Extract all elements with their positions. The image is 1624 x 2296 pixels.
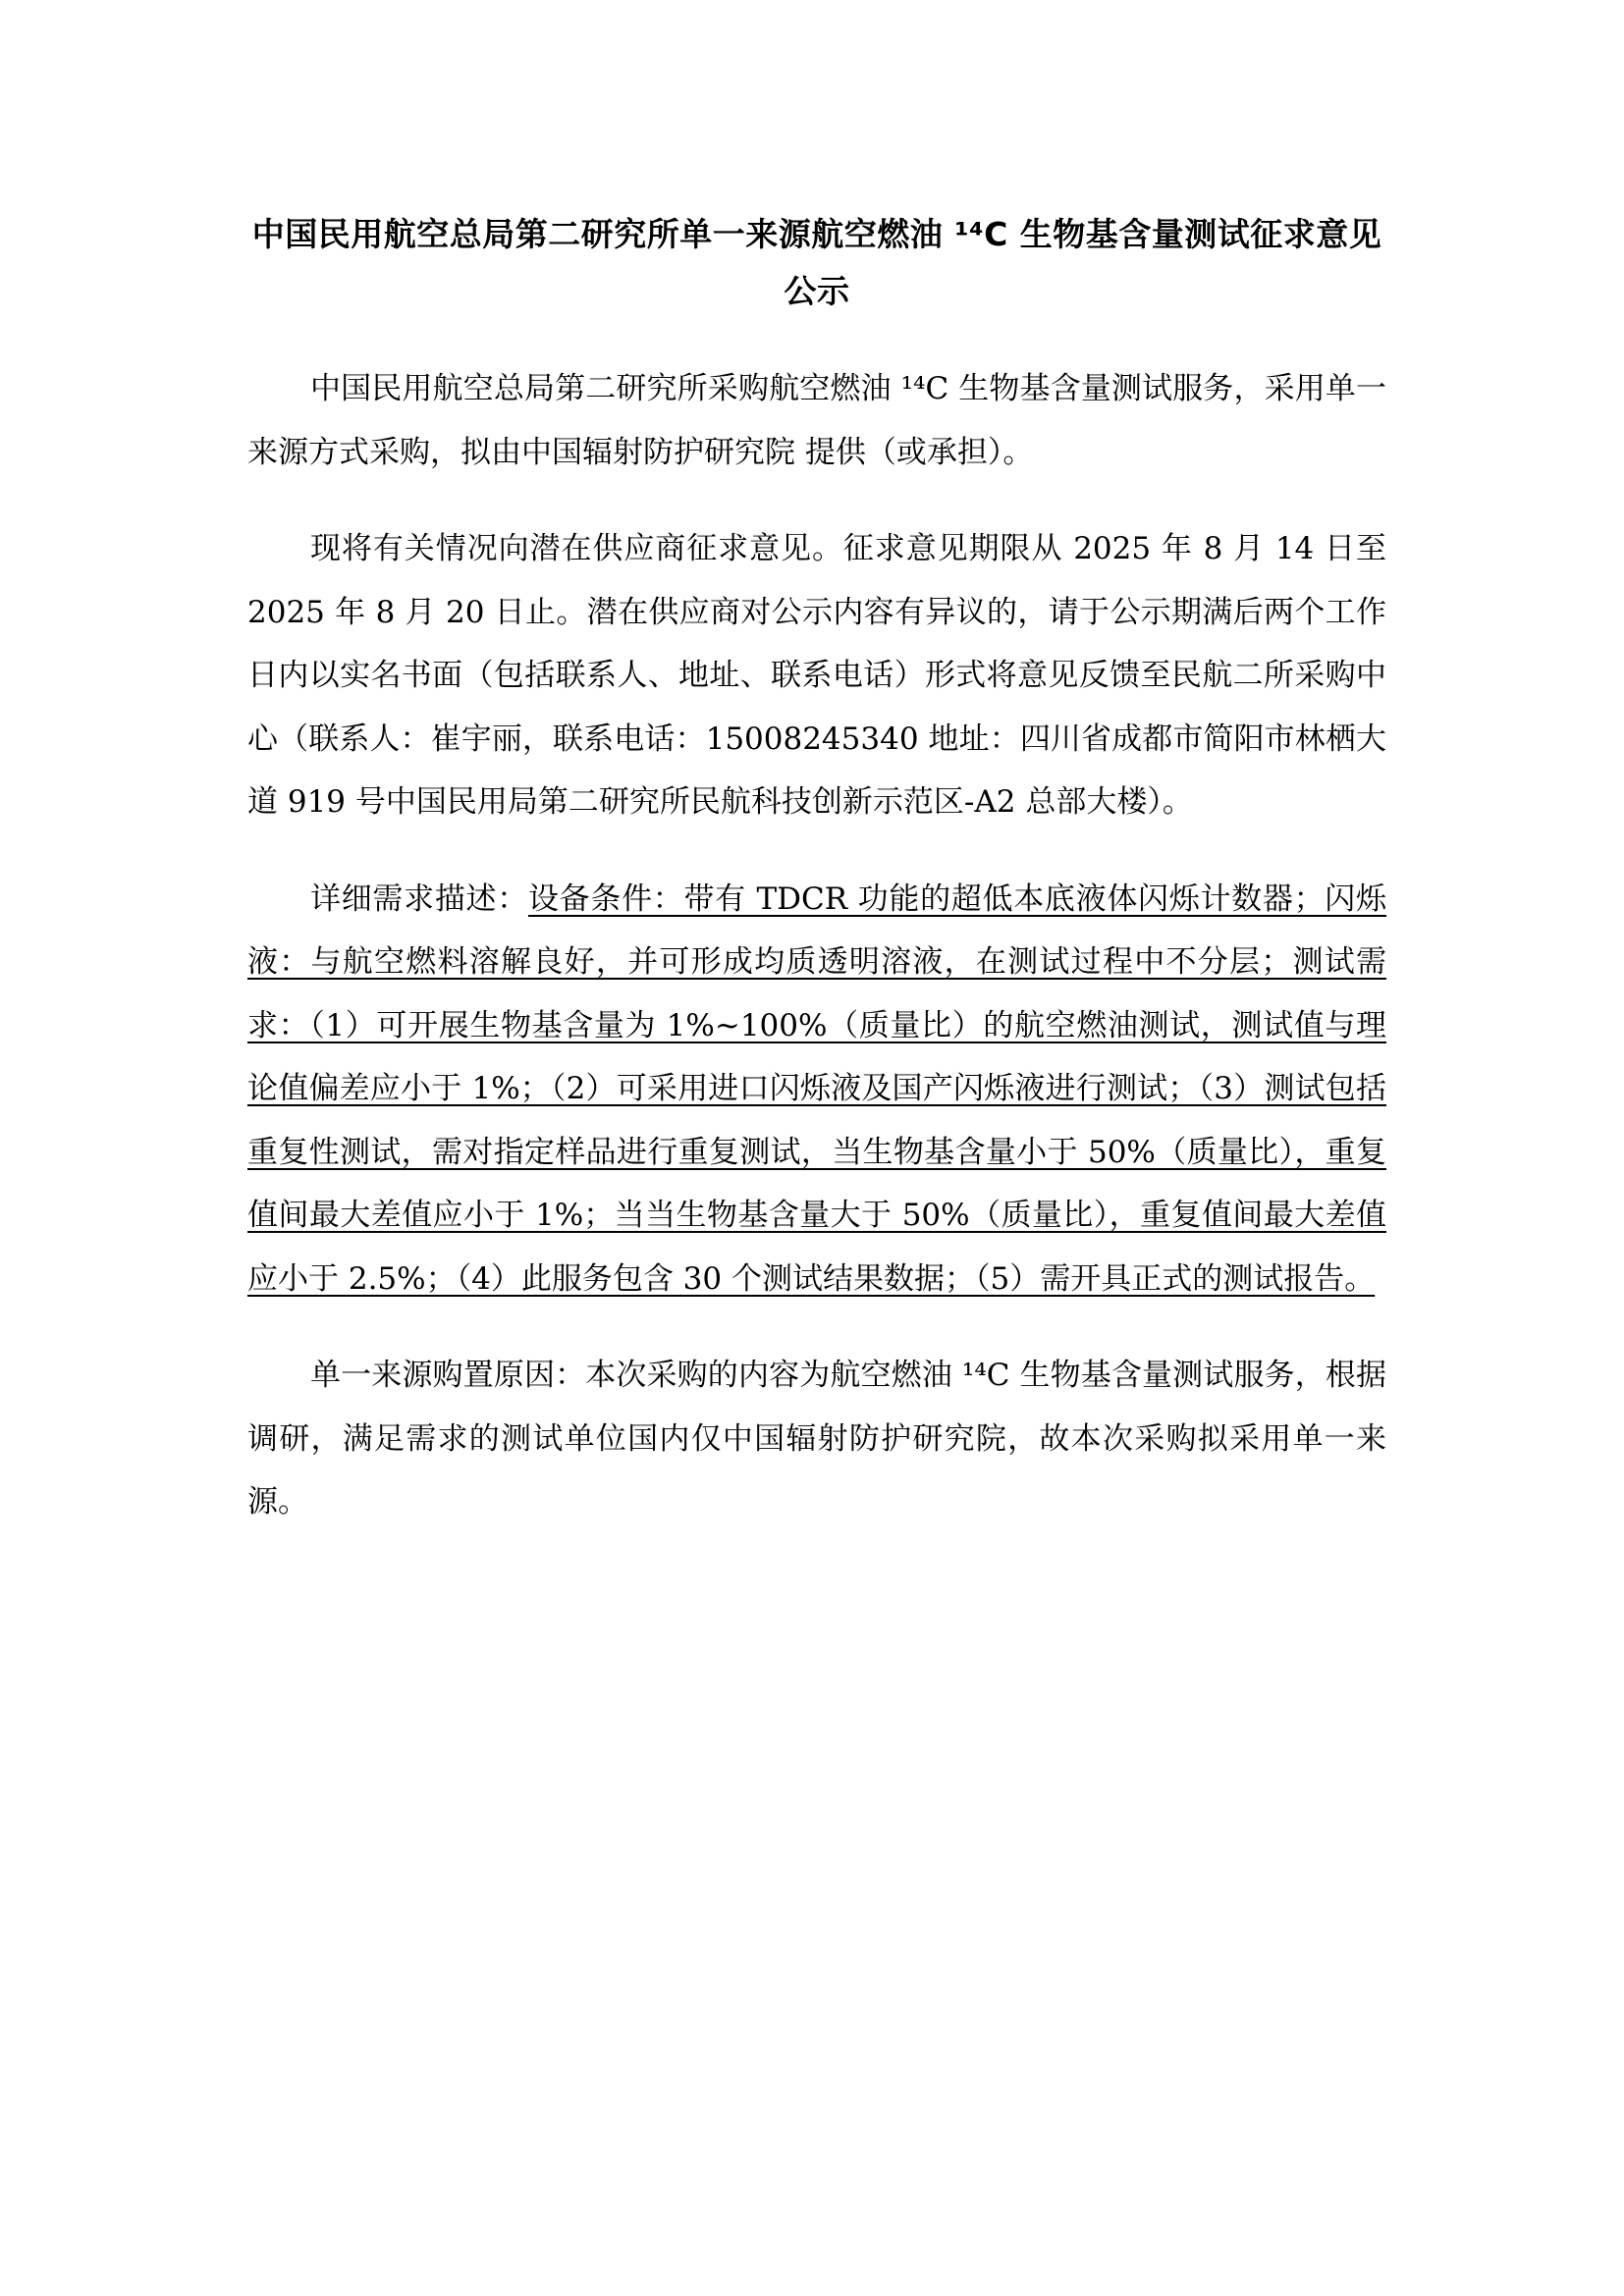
- requirements-body: 设备条件：带有 TDCR 功能的超低本底液体闪烁计数器；闪烁液：与航空燃料溶解良好，并可形成均质透明溶液，在测试过程中不分层；测试需求：（1）可开展生物基含量为 1%~100%（质量比）的航空燃油测试，测试值与理论值偏差应小于 1%；（2）可采用进口闪烁液及国产闪烁液进行测试；（3）测试包括重复性测试，需对指定样品进行重复测试，当生物基含量小于 50%（质量比），重复值间最大差值应小于 1%；当当生物基含量大于 50%（质量比），重复值间最大差值应小于 2.5%；（4）此服务包含 30 个测试结果数据；（5）需开具正式的测试报告。: [247, 881, 1387, 1297]
- requirements-label: 详细需求描述：: [310, 881, 528, 917]
- document-page: [247, 206, 1386, 1568]
- document-title: 中国民用航空总局第二研究所单一来源航空燃油 ¹⁴C 生物基含量测试征求意见公示: [251, 215, 1382, 310]
- paragraph-single-source-reason: 单一来源购置原因：本次采购的内容为航空燃油 ¹⁴C 生物基含量测试服务，根据调研，满足需求的测试单位国内仅中国辐射防护研究院，故本次采购拟采用单一来源。: [247, 1358, 1386, 1520]
- paragraph-procurement-intro: 中国民用航空总局第二研究所采购航空燃油 ¹⁴C 生物基含量测试服务，采用单一来源方式采购，拟由中国辐射防护研究院 提供（或承担）。: [247, 371, 1386, 470]
- paragraph-requirements: [247, 868, 1386, 1311]
- paragraph-consultation-period: 现将有关情况向潜在供应商征求意见。征求意见期限从 2025 年 8 月 14 日至 2025 年 8 月 20 日止。潜在供应商对公示内容有异议的，请于公示期满后两个工作日内以实名书面（包括联系人、地址、联系电话）形式将意见反馈至民航二所采购中心（联系人：崔宇丽，联系电话：15008245340 地址：四川省成都市简阳市林栖大道 919 号中国民用局第二研究所民航科技创新示范区-A2 总部大楼）。: [247, 531, 1386, 820]
